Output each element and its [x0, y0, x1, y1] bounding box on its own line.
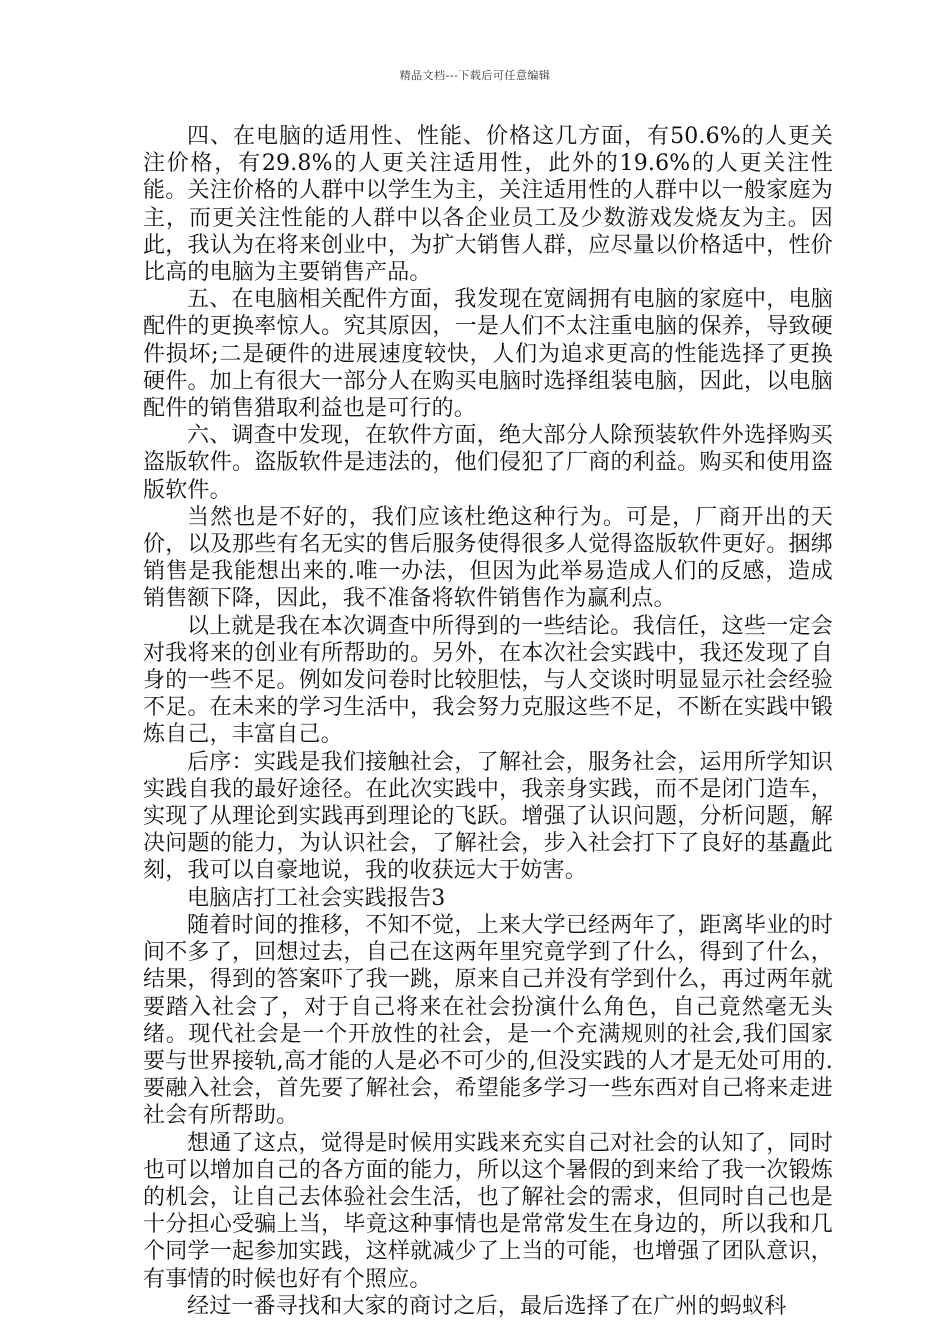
paragraph: 想通了这点，觉得是时候用实践来充实自己对社会的认知了，同时也可以增加自己的各方面的能力，所以这个暑假的到来给了我一次锻炼的机会，让自己去体验社会生活，也了解社会的需求，但同时自己也是十分担心受骗上当，毕竟这种事情也是常常发生在身边的，所以我和几个同学一起参加实践，这样就减少了上当的可能，也增强了团队意识，有事情的时候也好有个照应。 [143, 1130, 833, 1292]
paragraph: 随着时间的推移，不知不觉，上来大学已经两年了，距离毕业的时间不多了，回想过去，自己在这两年里究竟学到了什么，得到了什么，结果，得到的答案吓了我一跳，原来自己并没有学到什么，再过两年就要踏入社会了，对于自己将来在社会扮演什么角色，自己竟然毫无头绪。现代社会是一个开放性的社会，是一个充满规则的社会,我们国家要与世界接轨,高才能的人是必不可少的,但没实践的人才是无处可用的.要融入社会，首先要了解社会，希望能多学习一些东西对自己将来走进社会有所帮助。 [143, 912, 833, 1129]
paragraph: 经过一番寻找和大家的商讨之后，最后选择了在广州的蚂蚁科 [187, 1293, 787, 1319]
page-header: 精品文档---下载后可任意编辑 [399, 69, 551, 82]
paragraph: 四、在电脑的适用性、性能、价格这几方面，有50.6%的人更关注价格，有29.8%的人更关注适用性，此外的19.6%的人更关注性能。关注价格的人群中以学生为主，关注适用性的人群中以一般家庭为主，而更关注性能的人群中以各企业员工及少数游戏发烧友为主。因此，我认为在将来创业中，为扩大销售人群，应尽量以价格适中，性价比高的电脑为主要销售产品。 [143, 124, 833, 286]
paragraph: 后序：实践是我们接触社会，了解社会，服务社会，运用所学知识实践自我的最好途径。在此次实践中，我亲身实践，而不是闭门造车，实现了从理论到实践再到理论的飞跃。增强了认识问题，分析问题，解决问题的能力，为认识社会，了解社会，步入社会打下了良好的基矗此刻，我可以自豪地说，我的收获远大于妨害。 [143, 749, 833, 884]
paragraph: 当然也是不好的，我们应该杜绝这种行为。可是，厂商开出的天价，以及那些有名无实的售后服务使得很多人觉得盗版软件更好。捆绑销售是我能想出来的.唯一办法，但因为此举易造成人们的反感，造成销售额下降，因此，我不准备将软件销售作为赢利点。 [143, 504, 833, 612]
paragraph: 五、在电脑相关配件方面，我发现在宽阔拥有电脑的家庭中，电脑配件的更换率惊人。究其原因，一是人们不太注重电脑的保养，导致硬件损坏;二是硬件的进展速度较快，人们为追求更高的性能选择了更换硬件。加上有很大一部分人在购买电脑时选择组装电脑，因此，以电脑配件的销售猎取利益也是可行的。 [143, 287, 833, 422]
document-body [143, 123, 833, 1320]
paragraph: 六、调查中发现，在软件方面，绝大部分人除预装软件外选择购买盗版软件。盗版软件是违法的，他们侵犯了厂商的利益。购买和使用盗版软件。 [143, 423, 833, 503]
section-title: 电脑店打工社会实践报告3 [187, 885, 446, 911]
paragraph: 以上就是我在本次调查中所得到的一些结论。我信任，这些一定会对我将来的创业有所帮助的。另外，在本次社会实践中，我还发现了自身的一些不足。例如发问卷时比较胆怯，与人交谈时明显显示社会经验不足。在未来的学习生活中，我会努力克服这些不足，不断在实践中锻炼自己，丰富自己。 [143, 613, 833, 748]
